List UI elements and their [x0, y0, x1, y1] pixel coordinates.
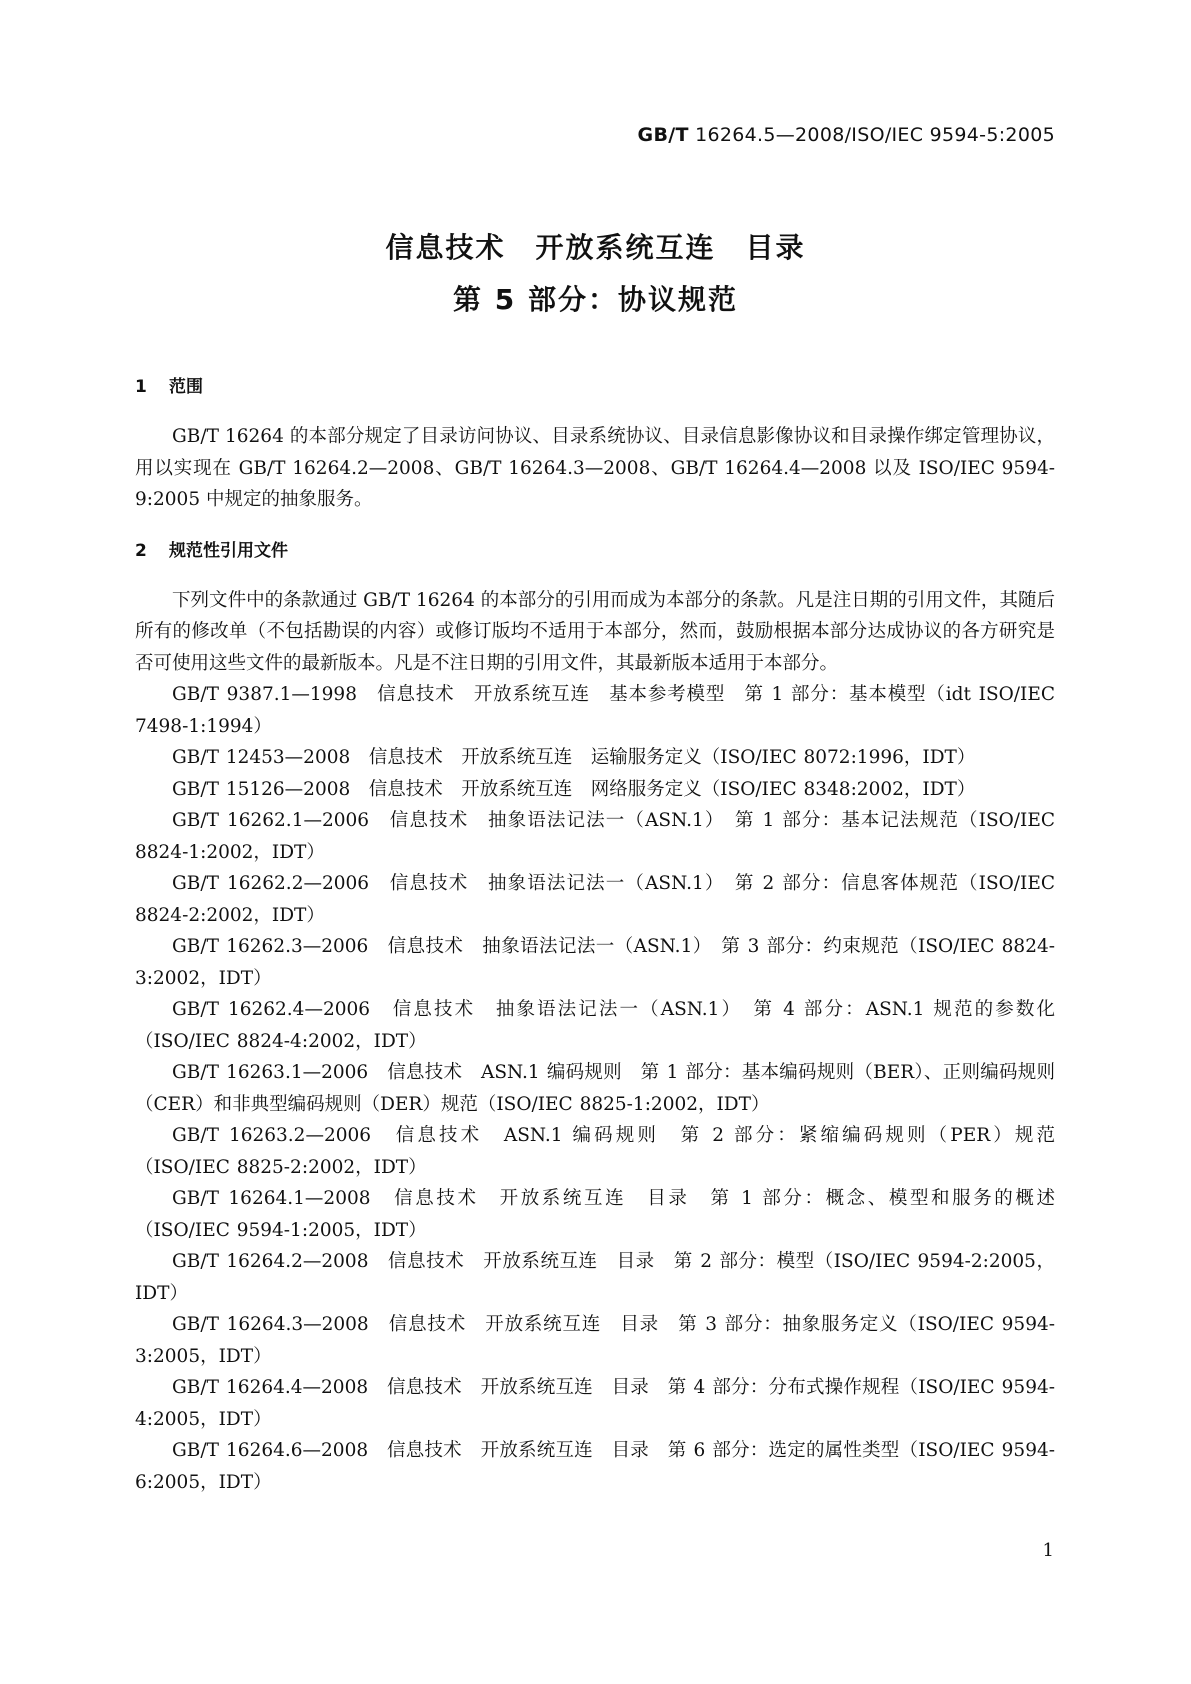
reference-item: GB/T 16264.6—2008 信息技术 开放系统互连 目录 第 6 部分：选定的属性类型（ISO/IEC 9594-6:2005，IDT）	[135, 1440, 1055, 1493]
standard-code-number: 16264.5—2008/ISO/IEC 9594-5:2005	[688, 124, 1055, 146]
reference-item: GB/T 9387.1—1998 信息技术 开放系统互连 基本参考模型 第 1 部分：基本模型（idt ISO/IEC 7498-1:1994）	[135, 684, 1055, 737]
reference-item: GB/T 16262.1—2006 信息技术 抽象语法记法一（ASN.1） 第 1 部分：基本记法规范（ISO/IEC 8824-1:2002，IDT）	[135, 810, 1055, 863]
section-1-paragraph: GB/T 16264 的本部分规定了目录访问协议、目录系统协议、目录信息影像协议和目录操作绑定管理协议，用以实现在 GB/T 16264.2—2008、GB/T 16264.3—2008、GB/T 16264.4—2008 以及 ISO/IEC 9594-9:2005 中规定的抽象服务。	[135, 426, 1055, 510]
reference-item: GB/T 16264.3—2008 信息技术 开放系统互连 目录 第 3 部分：抽象服务定义（ISO/IEC 9594-3:2005，IDT）	[135, 1314, 1055, 1367]
page-number: 1	[1042, 1540, 1054, 1561]
reference-item: GB/T 16262.4—2006 信息技术 抽象语法记法一（ASN.1） 第 4 部分：ASN.1 规范的参数化（ISO/IEC 8824-4:2002，IDT）	[135, 999, 1055, 1052]
section-1-heading	[135, 372, 1055, 403]
reference-item: GB/T 16263.2—2006 信息技术 ASN.1 编码规则 第 2 部分：紧缩编码规则（PER）规范（ISO/IEC 8825-2:2002，IDT）	[135, 1125, 1055, 1178]
reference-item: GB/T 16262.2—2006 信息技术 抽象语法记法一（ASN.1） 第 2 部分：信息客体规范（ISO/IEC 8824-2:2002，IDT）	[135, 873, 1055, 926]
reference-item: GB/T 16264.1—2008 信息技术 开放系统互连 目录 第 1 部分：概念、模型和服务的概述（ISO/IEC 9594-1:2005，IDT）	[135, 1188, 1055, 1241]
standard-code-prefix: GB/T	[637, 124, 689, 146]
section-2-heading	[135, 536, 1055, 567]
reference-item: GB/T 12453—2008 信息技术 开放系统互连 运输服务定义（ISO/IEC 8072:1996，IDT）	[172, 747, 976, 768]
title-line-2: 第 5 部分：协议规范	[453, 283, 738, 316]
standard-code-header	[638, 124, 1055, 146]
document-title	[0, 228, 1191, 320]
section-1-number: 1	[135, 377, 147, 397]
section-2-paragraph: 下列文件中的条款通过 GB/T 16264 的本部分的引用而成为本部分的条款。凡是注日期的引用文件，其随后所有的修改单（不包括勘误的内容）或修订版均不适用于本部分，然而，鼓励根据本部分达成协议的各方研究是否可使用这些文件的最新版本。凡是不注日期的引用文件，其最新版本适用于本部分。	[135, 589, 1055, 674]
document-body	[135, 372, 1055, 1498]
reference-item: GB/T 16263.1—2006 信息技术 ASN.1 编码规则 第 1 部分：基本编码规则（BER）、正则编码规则（CER）和非典型编码规则（DER）规范（ISO/IEC 8825-1:2002，IDT）	[135, 1062, 1055, 1115]
title-line-1: 信息技术 开放系统互连 目录	[385, 231, 806, 264]
section-1-title: 范围	[169, 377, 203, 397]
reference-item: GB/T 16264.4—2008 信息技术 开放系统互连 目录 第 4 部分：分布式操作规程（ISO/IEC 9594-4:2005，IDT）	[135, 1377, 1055, 1430]
section-2-number: 2	[135, 540, 147, 561]
reference-item: GB/T 16264.2—2008 信息技术 开放系统互连 目录 第 2 部分：模型（ISO/IEC 9594-2:2005，IDT）	[135, 1251, 1055, 1304]
section-2-title: 规范性引用文件	[169, 540, 288, 561]
reference-item: GB/T 16262.3—2006 信息技术 抽象语法记法一（ASN.1） 第 3 部分：约束规范（ISO/IEC 8824-3:2002，IDT）	[135, 936, 1055, 989]
reference-item: GB/T 15126—2008 信息技术 开放系统互连 网络服务定义（ISO/IEC 8348:2002，IDT）	[172, 778, 976, 800]
